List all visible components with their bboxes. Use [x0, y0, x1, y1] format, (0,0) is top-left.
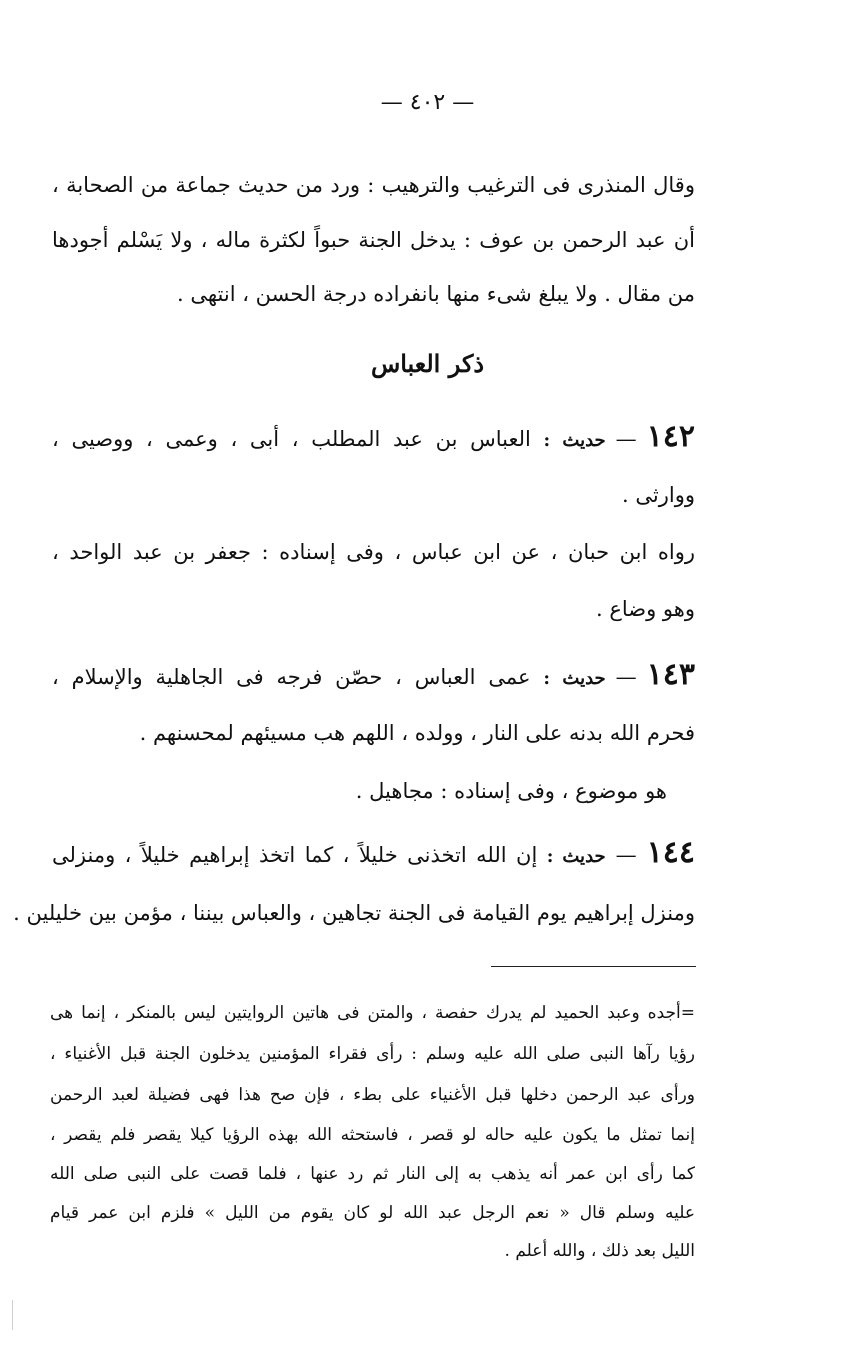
footnote-divider — [491, 966, 696, 967]
hadith-143-line-2: فحرم الله بدنه على النار ، وولده ، اللهم هب مسيئهم لمحسنهم . — [139, 721, 695, 745]
dash-separator: — — [615, 843, 637, 867]
hadith-label: حديث : — [543, 430, 606, 451]
intro-line-2: أن عبد الرحمن بن عوف : يدخل الجنة حبواً لكثرة ماله ، ولا يَسْلم أجودها — [52, 228, 695, 252]
intro-line-1: وقال المنذرى فى الترغيب والترهيب : ورد من حديث جماعة من الصحابة ، — [52, 173, 695, 197]
hadith-144-text: إن الله اتخذنى خليلاً ، كما اتخذ إبراهيم خليلاً ، ومنزلى — [52, 843, 538, 867]
page-number: — ٤٠٢ — — [380, 90, 475, 115]
hadith-142-line-1 — [52, 419, 696, 456]
hadith-144-number: ١٤٤ — [646, 835, 695, 870]
hadith-143-text: عمى العباس ، حصّن فرجه فى الجاهلية والإسلام ، — [52, 665, 531, 689]
hadith-142-number: ١٤٢ — [646, 419, 696, 454]
scan-margin-mark — [12, 1300, 14, 1330]
hadith-143-line-1 — [52, 657, 696, 694]
footnote-line-4: إنما تمثل ما يكون عليه حاله لو قصر ، فاستحثه الله بهذه الرؤيا كيلا يقصر فلم يقصر ، — [50, 1125, 695, 1145]
footnote-line-3: ورأى عبد الرحمن دخلها قبل الأغنياء على بطء ، فإن صح هذا فهى فضيلة لعبد الرحمن — [50, 1085, 695, 1105]
dash-separator: — — [615, 665, 637, 689]
hadith-142-note-2: وهو وضاع . — [596, 597, 695, 621]
hadith-144-line-1 — [52, 835, 695, 872]
hadith-144-line-2: ومنزل إبراهيم يوم القيامة فى الجنة تجاهين ، والعباس بيننا ، مؤمن بين خليلين . — [13, 901, 695, 925]
hadith-142-note-1: رواه ابن حبان ، عن ابن عباس ، وفى إسناده : جعفر بن عبد الواحد ، — [52, 540, 695, 564]
hadith-label: حديث : — [546, 846, 606, 867]
hadith-142-text: العباس بن عبد المطلب ، أبى ، وعمى ، ووصيى ، — [52, 427, 531, 451]
intro-line-3: من مقال . ولا يبلغ شىء منها بانفراده درجة الحسن ، انتهى . — [177, 282, 695, 306]
footnote-line-6: عليه وسلم قال « نعم الرجل عبد الله لو كان يقوم من الليل » فلزم ابن عمر قيام — [50, 1203, 695, 1223]
dash-separator: — — [615, 427, 637, 451]
hadith-143-note-1: هو موضوع ، وفى إسناده : مجاهيل . — [355, 779, 667, 803]
hadith-label: حديث : — [543, 668, 606, 689]
section-heading: ذكر العباس — [370, 349, 485, 378]
hadith-143-number: ١٤٣ — [646, 657, 696, 692]
footnote-line-2: رؤيا رآها النبى صلى الله عليه وسلم : رأى فقراء المؤمنين يدخلون الجنة قبل الأغنياء ، — [50, 1044, 695, 1064]
footnote-line-7: الليل بعد ذلك ، والله أعلم . — [504, 1241, 695, 1261]
hadith-142-line-2: ووارثى . — [622, 483, 695, 507]
footnote-line-5: كما رأى ابن عمر أنه يذهب به إلى النار ثم رد عنها ، فلما قصت على النبى صلى الله — [50, 1164, 695, 1184]
footnote-line-1: =أجده وعبد الحميد لم يدرك حفصة ، والمتن فى هاتين الروايتين ليس بالمنكر ، إنما هى — [50, 1003, 695, 1023]
